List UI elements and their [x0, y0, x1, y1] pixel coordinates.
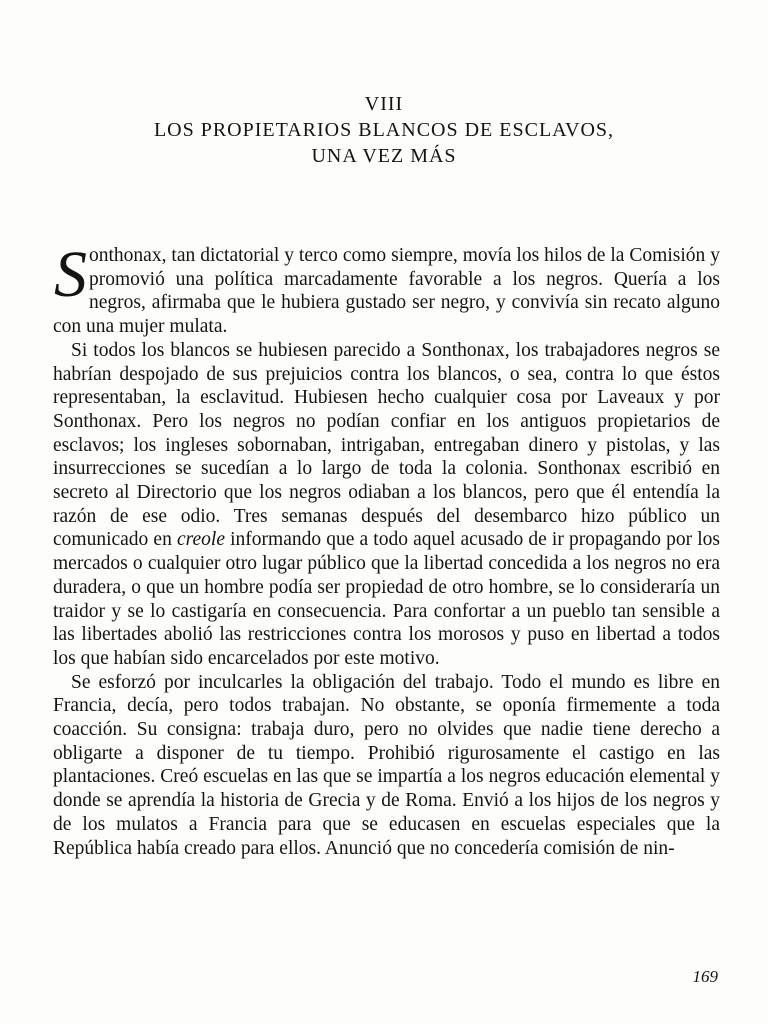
paragraph-1-text: onthonax, tan dictatorial y terco como siempre, movía los hilos de la Comisión y promovió una política marcadamente favorable a los negros. Quería a los negros, afirmaba que le hubiera gustado ser negro, y convivía sin recato alguno con una mujer mulata. — [53, 245, 720, 338]
paragraph-2-text-b: informando que a todo aquel acusado de ir propagando por los mercados o cualquier otro lugar público que la libertad concedida a los negros no era duradera, o que un hombre podía ser propiedad de otro hombre, se lo consideraría un traidor y se lo castigaría en consecuencia. Para confortar a un pueblo tan sensible a las libertades abolió las restricciones contra los morosos y puso en libertad a todos los que habían sido encarcelados por este motivo. — [53, 529, 721, 669]
chapter-number: VIII — [364, 93, 404, 115]
paragraph-3-text: Se esforzó por inculcarles la obligación del trabajo. Todo el mundo es libre en Francia, decía, pero todos trabajan. No obstante, se oponía firmemente a toda coacción. Su consigna: trabaja duro, pero no olvides que nadie tiene derecho a obligarte a disponer de tu tiempo. Prohibió rigurosamente el castigo en las plantaciones. Creó escuelas en las que se impartía a los negros educación elemental y donde se aprendía la historia de Grecia y de Roma. Envió a los hijos de los negros y de los mulatos a Francia para que se educasen en escuelas especiales que la República había creado para ellos. Anunció que no concedería comisión de nin- — [53, 671, 720, 859]
paragraph-2-italic-term: creole — [176, 529, 225, 551]
paragraph-1 — [53, 238, 720, 339]
paragraph-3 — [53, 671, 720, 861]
drop-cap: S — [54, 238, 87, 311]
body-text — [53, 238, 721, 860]
page-number: 169 — [692, 967, 718, 986]
paragraph-2 — [53, 339, 720, 671]
chapter-title-line-1: LOS PROPIETARIOS BLANCOS DE ESCLAVOS, — [153, 119, 615, 141]
paragraph-2-text-a: Si todos los blancos se hubiesen parecido a Sonthonax, los trabajadores negros se habrían despojado de sus prejuicios contra los blancos, o sea, contra lo que éstos representaban, la esclavitud. Hubiesen hecho cualquier cosa por Laveaux y por Sonthonax. Pero los negros no podían confiar en los antiguos propietarios de esclavos; los ingleses sobornaban, intrigaban, entregaban dinero y pistolas, y las insurrecciones se sucedían a lo largo de toda la colonia. Sonthonax escribió en secreto al Directorio que los negros odiaban a los blancos, pero que él entendía la razón de ese odio. Tres semanas después del desembarco hizo público un comunicado en — [53, 339, 720, 551]
chapter-title-line-2: UNA VEZ MÁS — [311, 145, 457, 167]
